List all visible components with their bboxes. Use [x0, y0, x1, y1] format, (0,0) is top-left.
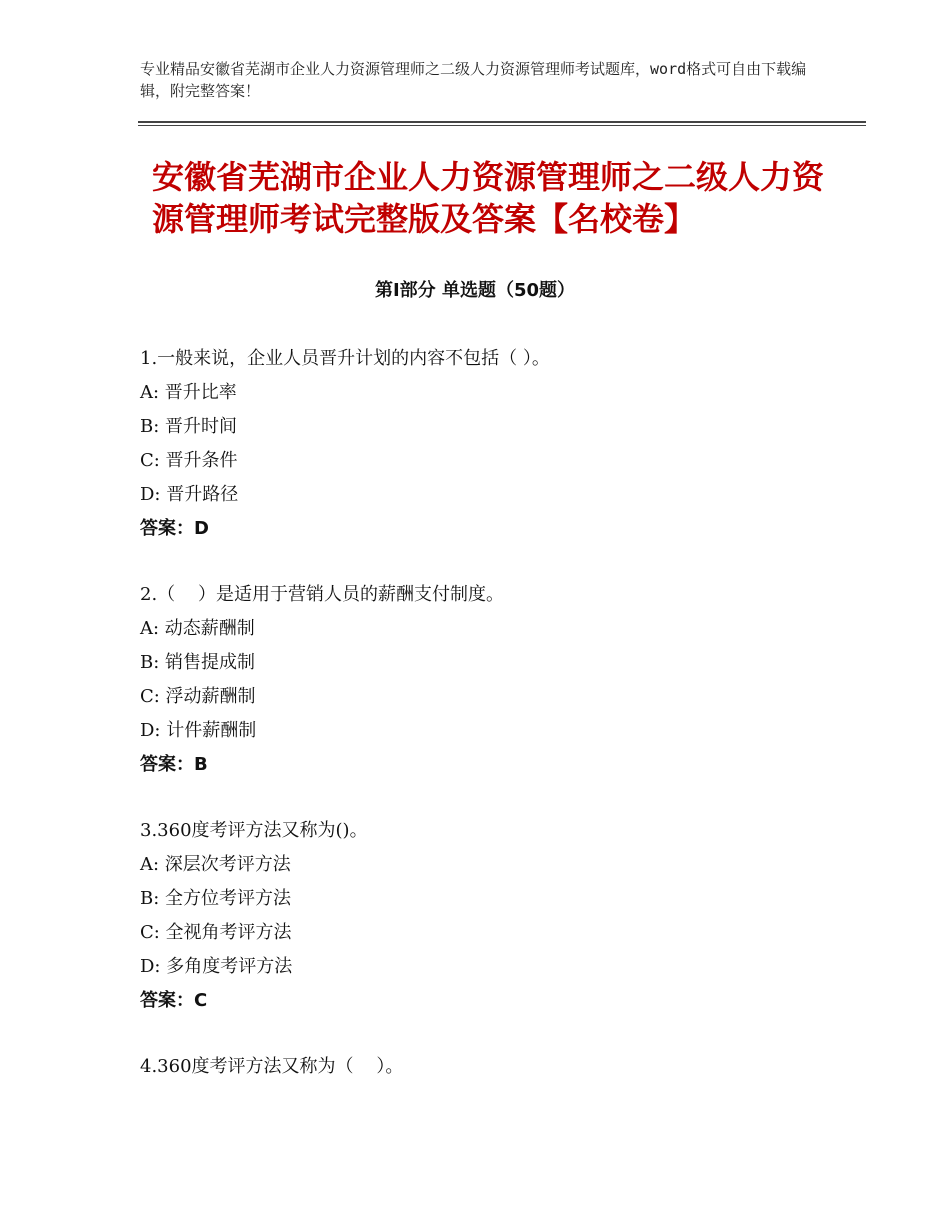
answer: 答案：B	[140, 754, 208, 775]
option-d: D: 晋升路径	[140, 484, 239, 505]
question-stem: 1.一般来说，企业人员晋升计划的内容不包括（ ）。	[140, 348, 550, 369]
answer: 答案：C	[140, 990, 208, 1011]
question-stem: 4.360度考评方法又称为（ ）。	[140, 1056, 404, 1077]
option-d: D: 计件薪酬制	[140, 720, 257, 741]
question-2	[140, 578, 840, 782]
option-c: C: 浮动薪酬制	[140, 686, 256, 707]
option-a: A: 动态薪酬制	[140, 618, 255, 639]
document-title: 安徽省芜湖市企业人力资源管理师之二级人力资源管理师考试完整版及答案【名校卷】	[152, 158, 825, 238]
answer: 答案：D	[140, 518, 209, 539]
header-divider	[138, 121, 866, 123]
option-b: B: 全方位考评方法	[140, 888, 292, 909]
question-list	[140, 342, 840, 1116]
option-a: A: 深层次考评方法	[140, 854, 291, 875]
question-4	[140, 1050, 840, 1084]
question-3	[140, 814, 840, 1018]
option-c: C: 晋升条件	[140, 450, 238, 471]
question-1	[140, 342, 840, 546]
option-d: D: 多角度考评方法	[140, 956, 293, 977]
option-c: C: 全视角考评方法	[140, 922, 292, 943]
option-a: A: 晋升比率	[140, 382, 237, 403]
header-note: 专业精品安徽省芜湖市企业人力资源管理师之二级人力资源管理师考试题库，word格式可自由下载编辑，附完整答案！	[140, 60, 807, 100]
header-divider-thin	[138, 125, 866, 126]
question-stem: 2.（ ）是适用于营销人员的薪酬支付制度。	[140, 584, 505, 605]
option-b: B: 晋升时间	[140, 416, 238, 437]
question-stem: 3.360度考评方法又称为()。	[140, 820, 368, 841]
section-heading: 第Ⅰ部分 单选题（50题）	[374, 280, 575, 301]
option-b: B: 销售提成制	[140, 652, 256, 673]
